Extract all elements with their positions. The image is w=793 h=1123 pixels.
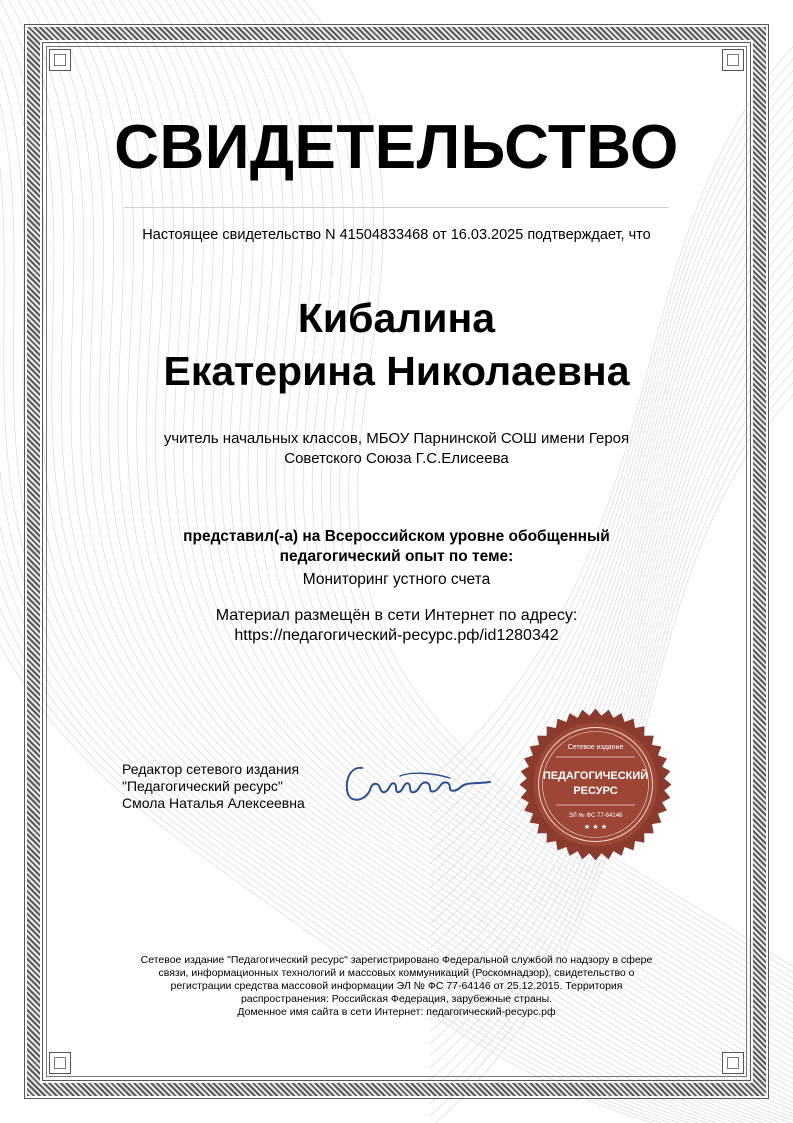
editor-line-1: Редактор сетевого издания bbox=[122, 761, 300, 777]
seal-top-text: Сетевое издание bbox=[567, 744, 624, 751]
certificate-intro: Настоящее свидетельство N 41504833468 от 16.03.2025 подтверждает, что bbox=[142, 227, 651, 243]
certificate-title: СВИДЕТЕЛЬСТВО bbox=[114, 113, 679, 182]
editor-line-2: "Педагогический ресурс" bbox=[122, 778, 283, 794]
editor-signature bbox=[340, 752, 495, 814]
material-label: Материал размещён в сети Интернет по адресу: bbox=[215, 607, 578, 624]
footer-line-1: Сетевое издание "Педагогический ресурс" зарегистрировано Федеральной службой по надзору в сфере bbox=[140, 954, 653, 966]
recipient-given-names: Екатерина Николаевна bbox=[163, 348, 630, 394]
experience-topic: Мониторинг устного счета bbox=[302, 571, 491, 588]
presented-line-2: педагогический опыт по теме: bbox=[279, 548, 514, 565]
seal-title-line-2: РЕСУРС bbox=[573, 785, 618, 797]
editor-block bbox=[122, 761, 322, 812]
seal-reg-number: ЭЛ № ФС 77-64146 bbox=[568, 813, 623, 819]
title-divider bbox=[124, 207, 669, 208]
editor-name: Смола Наталья Алексеевна bbox=[122, 795, 305, 811]
seal-stars: ★ ★ ★ bbox=[583, 823, 608, 831]
material-location bbox=[0, 606, 793, 646]
registration-footer bbox=[118, 954, 675, 1019]
footer-line-4: распространения: Российская Федерация, зарубежные страны. bbox=[240, 993, 553, 1005]
footer-line-3: регистрации средства массовой информации ЭЛ № ФС 77-64146 от 25.12.2015. Территория bbox=[170, 980, 623, 992]
position-line-1: учитель начальных классов, МБОУ Парнинской СОШ имени Героя bbox=[163, 430, 630, 447]
material-url-link[interactable]: https://педагогический-ресурс.рф/id1280342 bbox=[234, 627, 559, 644]
footer-line-5: Доменное имя сайта в сети Интернет: педагогический-ресурс.рф bbox=[237, 1006, 556, 1018]
seal-title-line-1: ПЕДАГОГИЧЕСКИЙ bbox=[542, 770, 649, 782]
footer-line-2: связи, информационных технологий и массовых коммуникаций (Роскомнадзор), свидетельство о bbox=[158, 967, 635, 979]
presented-line-1: представил(-а) на Всероссийском уровне обобщенный bbox=[183, 528, 610, 545]
publisher-seal bbox=[518, 707, 673, 862]
presented-statement bbox=[150, 527, 643, 567]
recipient-surname: Кибалина bbox=[297, 295, 496, 341]
position-line-2: Советского Союза Г.С.Елисеева bbox=[284, 450, 509, 467]
recipient-name bbox=[0, 292, 793, 398]
recipient-position bbox=[120, 429, 673, 469]
